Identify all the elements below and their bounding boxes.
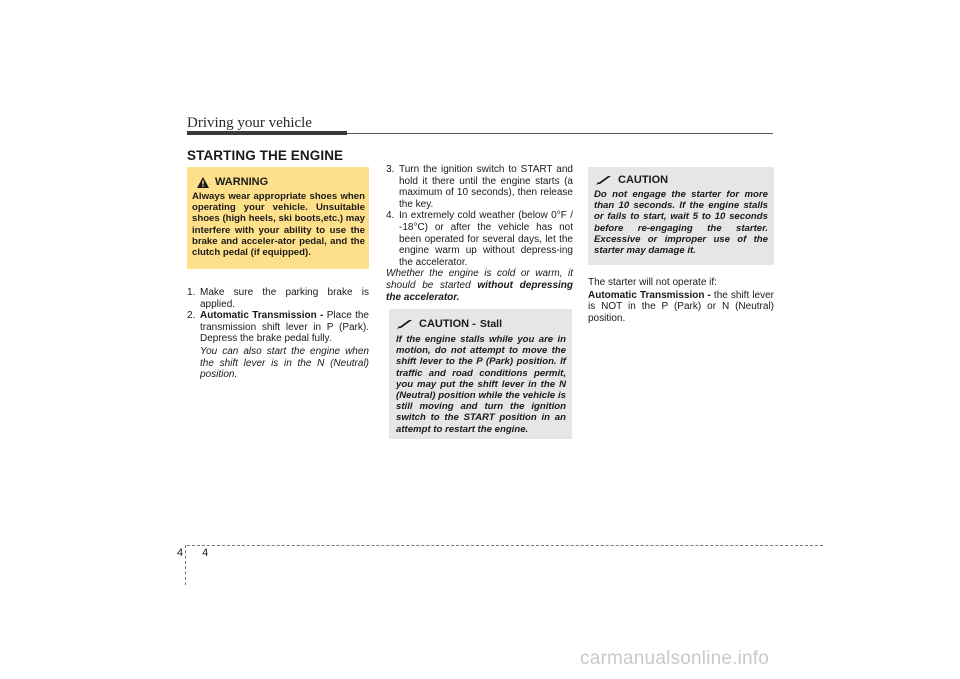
warning-body: Always wear appropriate shoes when operating your vehicle. Unsuitable shoes (high heels, ski boots,etc.) may interfere with your ability to use the brake and acceler-ator pedal, and the clutch pedal (if equipped). <box>192 191 365 259</box>
step-note: You can also start the engine when the shift lever is in the N (Neutral) position. <box>200 345 369 381</box>
mid-steps <box>386 164 573 303</box>
starter-info <box>588 277 774 324</box>
starter-info-text: the shift lever is NOT in the P (Park) or N (Neutral) position. <box>588 289 774 324</box>
step-4 <box>386 210 573 268</box>
step-3 <box>386 164 573 210</box>
step-number: 4. <box>386 210 395 222</box>
step-2 <box>187 310 369 381</box>
starter-info-intro: The starter will not operate if: <box>588 277 717 288</box>
watermark: carmanualsonline.info <box>580 648 770 669</box>
chapter-title: Driving your vehicle <box>187 115 312 131</box>
left-steps <box>187 287 369 381</box>
header-rule-thick <box>187 131 347 135</box>
caution-starter-heading: CAUTION <box>618 174 669 186</box>
caution-starter-body: Do not engage the starter for more than 10 seconds. If the engine stalls or fails to start, wait 5 to 10 seconds before re-engaging the starter. Excessive or improper use of the starter may damage it. <box>594 189 768 257</box>
step-text: Make sure the parking brake is applied. <box>200 287 369 310</box>
warning-heading: WARNING <box>215 176 269 188</box>
caution-stall-body: If the engine stalls while you are in motion, do not attempt to move the shift lever to the P (Park) position. If traffic and road conditions permit, you may put the shift lever in the N (Neutral) position while the vehicle is still moving and turn the ignition switch to the START position in an attempt to restart the engine. <box>396 334 566 435</box>
warning-box <box>187 167 369 269</box>
caution-starter-box <box>588 167 774 265</box>
step-text: Turn the ignition switch to START and hold it there until the engine starts (a maximum of 10 seconds), then release the key. <box>399 164 573 210</box>
step-1 <box>187 287 369 310</box>
pencil-icon <box>397 319 413 329</box>
warning-triangle-icon <box>197 177 209 188</box>
caution-stall-suffix: Stall <box>479 318 503 330</box>
caution-stall-box <box>389 309 572 439</box>
section-title: STARTING THE ENGINE <box>187 148 344 163</box>
step-number: 2. <box>187 310 196 322</box>
note-bold: without depressing the accelerator. <box>386 279 574 303</box>
step-bold-label: Automatic Transmission - <box>200 310 327 322</box>
caution-stall-heading: CAUTION - <box>419 318 476 330</box>
footer-dashed-rule <box>187 545 823 546</box>
pencil-icon <box>596 175 612 185</box>
note-prefix: Whether the engine is cold or warm, it should be started <box>386 268 573 291</box>
step-number: 3. <box>386 164 395 175</box>
step-text: Place the transmission shift lever in P (Park). Depress the brake pedal fully. <box>200 310 369 345</box>
caution-starter-heading-row <box>596 174 668 186</box>
starter-info-bold: Automatic Transmission - <box>588 289 714 301</box>
header-rule-thin <box>347 133 773 134</box>
starter-info-condition <box>588 290 774 325</box>
page-number: 4 4 <box>177 547 217 559</box>
warning-heading-row <box>197 176 268 188</box>
caution-stall-heading-row <box>397 318 502 330</box>
step-number: 1. <box>187 287 196 298</box>
engine-start-note <box>386 268 573 303</box>
step-text: In extremely cold weather (below 0°F / -18°C) or after the vehicle has not been operated for several days, let the engine warm up without depress-ing the accelerator. <box>399 210 573 268</box>
